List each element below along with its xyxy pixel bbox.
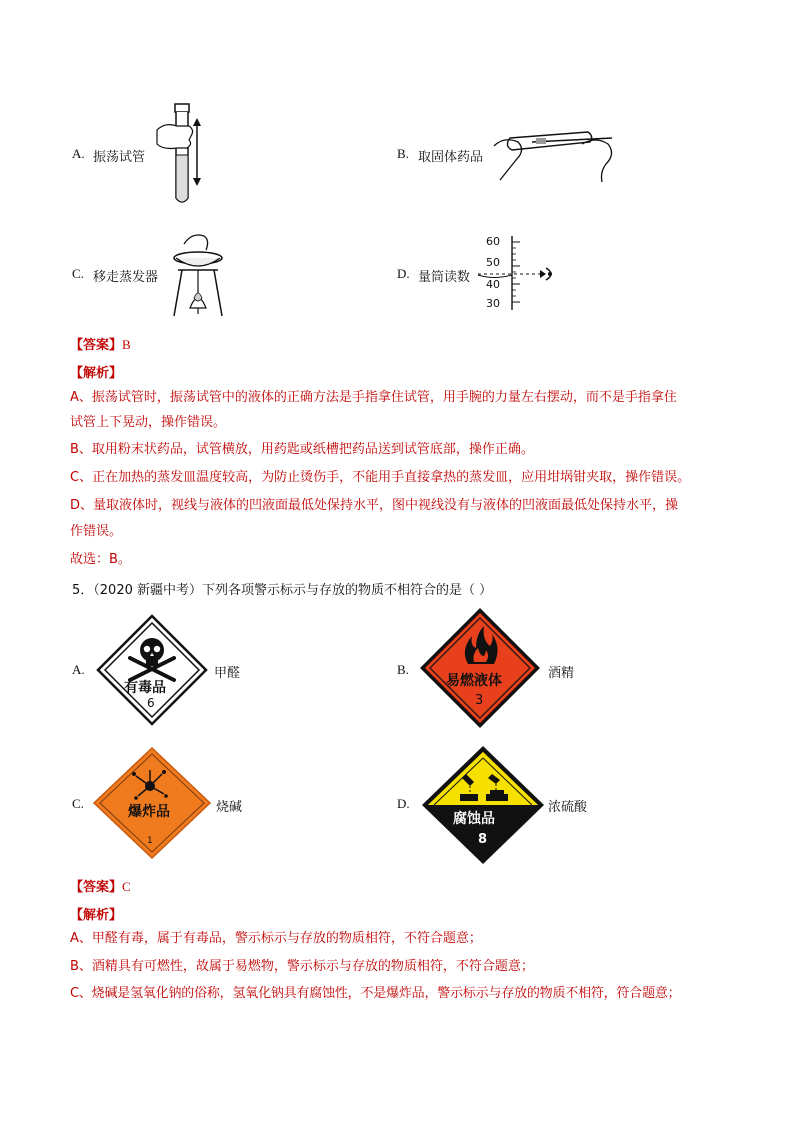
sign-label: 爆炸品 <box>128 804 170 820</box>
q5-analysis-label: 【解析】 <box>70 908 123 923</box>
option-letter: B. <box>397 662 409 677</box>
option-letter: C. <box>72 796 84 811</box>
sign-label: 易燃液体 <box>446 673 502 689</box>
q5-question: 5．（2020 新疆中考）下列各项警示标示与存放的物质不相符合的是（ ） <box>72 583 493 598</box>
substance-name: 浓硫酸 <box>548 800 588 815</box>
take-solid-reagent-image <box>492 120 622 185</box>
analysis-line: 试管上下晃动，操作错误。 <box>70 415 227 430</box>
option-letter: A. <box>72 662 85 677</box>
tick-label: 30 <box>486 297 500 310</box>
q4-answer <box>70 334 131 353</box>
substance-name: 烧碱 <box>216 800 243 815</box>
answer-value: C <box>122 879 131 894</box>
flammable-liquid-sign <box>418 606 542 730</box>
tick-label: 40 <box>486 278 500 291</box>
tick-label: 60 <box>486 235 500 248</box>
analysis-line: 故选：B。 <box>70 552 131 567</box>
sign-label: 有毒品 <box>124 680 166 696</box>
option-letter: A. <box>72 146 85 161</box>
substance-name: 酒精 <box>548 666 575 681</box>
sign-number: 3 <box>475 693 484 708</box>
option-letter: D. <box>397 266 410 281</box>
option-text: 移走蒸发器 <box>93 270 159 285</box>
analysis-line: C、烧碱是氢氧化钠的俗称，氢氧化钠具有腐蚀性，不是爆炸品，警示标示与存放的物质不相符，符合题意； <box>70 986 681 1001</box>
answer-value: B <box>122 337 131 352</box>
sign-number: 8 <box>478 832 488 847</box>
option-letter: C. <box>72 266 84 281</box>
option-letter: B. <box>397 146 409 161</box>
option-letter: D. <box>397 796 410 811</box>
analysis-line: C、正在加热的蒸发皿温度较高，为防止烫伤手，不能用手直接拿热的蒸发皿，应用坩埚钳夹取，操作错误。 <box>70 470 691 485</box>
sign-number: 1 <box>147 836 153 846</box>
sign-number: 6 <box>147 696 155 710</box>
option-text: 振荡试管 <box>93 150 146 165</box>
substance-name: 甲醛 <box>214 666 241 681</box>
move-evaporating-dish-image <box>168 228 228 320</box>
q5-answer <box>70 876 131 895</box>
tick-label: 50 <box>486 256 500 269</box>
answer-label: 【答案】 <box>70 880 123 895</box>
analysis-line: 作错误。 <box>70 524 123 539</box>
analysis-line: B、取用粉末状药品，试管横放，用药匙或纸槽把药品送到试管底部，操作正确。 <box>70 442 534 457</box>
q4-analysis-label: 【解析】 <box>70 366 123 381</box>
shake-test-tube-image <box>155 100 215 210</box>
analysis-line: D、量取液体时，视线与液体的凹液面最低处保持水平，图中视线没有与液体的凹液面最低处保持水平，操 <box>70 498 679 513</box>
analysis-line: B、酒精具有可燃性，故属于易燃物，警示标示与存放的物质相符，不符合题意； <box>70 959 534 974</box>
answer-label: 【答案】 <box>70 338 123 353</box>
analysis-line: A、甲醛有毒，属于有毒品，警示标示与存放的物质相符，不符合题意； <box>70 931 482 946</box>
option-text: 量筒读数 <box>418 270 471 285</box>
analysis-line: A、振荡试管时，振荡试管中的液体的正确方法是手指拿住试管，用手腕的力量左右摆动，而不是手指拿住 <box>70 390 677 405</box>
corrosive-sign <box>420 744 546 866</box>
option-text: 取固体药品 <box>418 150 484 165</box>
sign-label: 腐蚀品 <box>453 811 495 827</box>
